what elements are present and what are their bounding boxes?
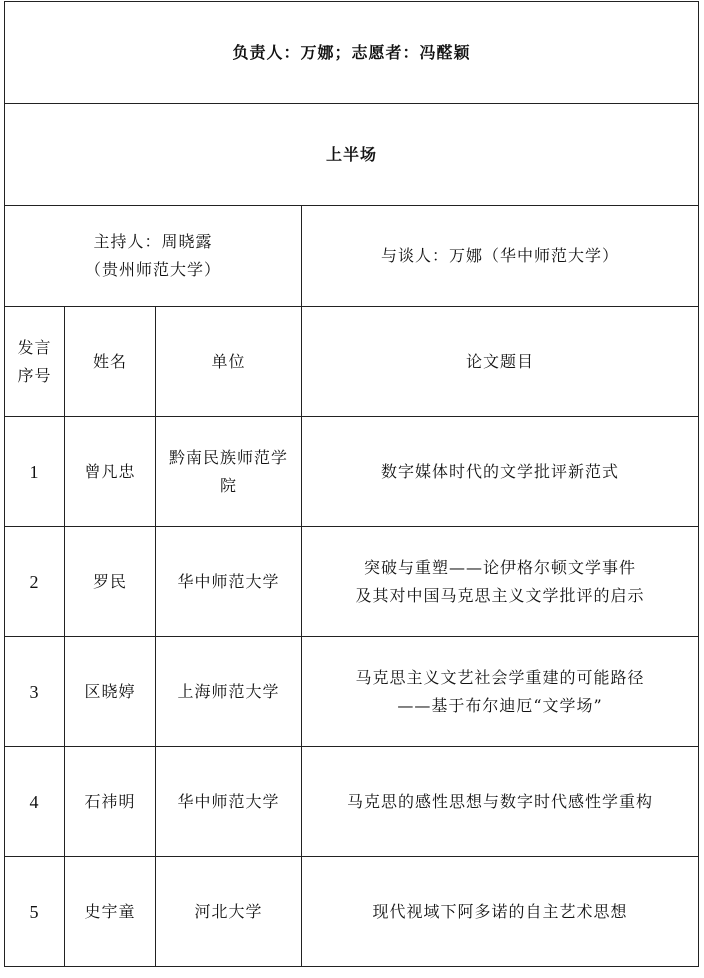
table-row (5, 857, 699, 967)
schedule-table (4, 1, 699, 967)
col-seq: 发言 序号 (5, 307, 65, 417)
row-unit: 上海师范大学 (156, 637, 302, 747)
row-title: 马克思的感性思想与数字时代感性学重构 (302, 747, 699, 857)
row-title: 突破与重塑——论伊格尔顿文学事件 及其对中国马克思主义文学批评的启示 (302, 527, 699, 637)
row-unit: 华中师范大学 (156, 527, 302, 637)
host-cell (5, 206, 302, 307)
row-seq: 2 (5, 527, 65, 637)
table-row (5, 747, 699, 857)
row-seq: 1 (5, 417, 65, 527)
row-seq: 3 (5, 637, 65, 747)
row-name: 石祎明 (65, 747, 156, 857)
responsible-cell: 负责人：万娜；志愿者：冯醛颖 (5, 2, 699, 104)
row-name: 罗民 (65, 527, 156, 637)
session-row (5, 104, 699, 206)
table-row (5, 637, 699, 747)
host-name: 主持人：周晓露 (93, 232, 213, 251)
host-row (5, 206, 699, 307)
session-title: 上半场 (5, 104, 699, 206)
host-affiliation: （贵州师范大学） (84, 260, 221, 279)
row-name: 史宇童 (65, 857, 156, 967)
discussant-cell: 与谈人：万娜（华中师范大学） (302, 206, 699, 307)
col-unit: 单位 (156, 307, 302, 417)
col-name: 姓名 (65, 307, 156, 417)
row-title: 马克思主义文艺社会学重建的可能路径 ——基于布尔迪厄“文学场” (302, 637, 699, 747)
column-header-row (5, 307, 699, 417)
row-seq: 4 (5, 747, 65, 857)
row-unit: 华中师范大学 (156, 747, 302, 857)
row-title: 数字媒体时代的文学批评新范式 (302, 417, 699, 527)
table-row (5, 417, 699, 527)
row-title: 现代视域下阿多诺的自主艺术思想 (302, 857, 699, 967)
header-row (5, 2, 699, 104)
row-seq: 5 (5, 857, 65, 967)
row-unit: 河北大学 (156, 857, 302, 967)
row-name: 区晓婷 (65, 637, 156, 747)
row-name: 曾凡忠 (65, 417, 156, 527)
table-row (5, 527, 699, 637)
row-unit: 黔南民族师范学 院 (156, 417, 302, 527)
col-title: 论文题目 (302, 307, 699, 417)
